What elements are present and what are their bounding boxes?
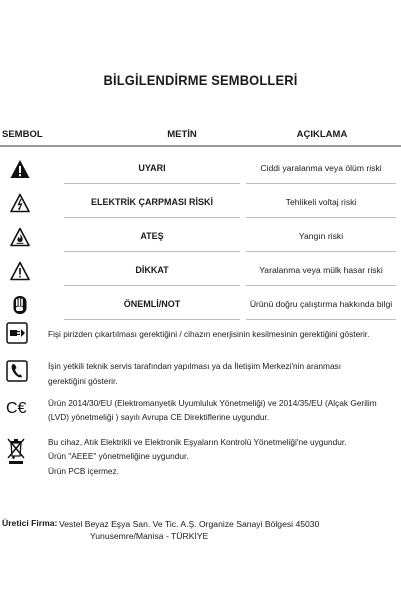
table-row	[0, 152, 401, 186]
hand-icon	[10, 295, 30, 315]
crossed-bin-icon	[6, 436, 26, 466]
row-metin: ELEKTRİK ÇARPMASI RİSKİ	[90, 197, 213, 207]
divider	[64, 217, 240, 218]
divider	[64, 251, 240, 252]
divider	[246, 319, 396, 320]
row-aciklama: Yangın riski	[298, 231, 344, 241]
electric-shock-icon	[10, 193, 30, 213]
table-row	[0, 186, 401, 220]
divider	[246, 251, 396, 252]
note-weee-line2: Ürün "AEEE" yönetmeliğine uygundur.	[48, 451, 189, 461]
row-aciklama: Yaralanma veya mülk hasar riski	[259, 265, 383, 275]
row-metin: ATEŞ	[140, 231, 164, 241]
divider	[246, 183, 396, 184]
divider	[64, 285, 240, 286]
row-aciklama: Ürünü doğru çalıştırma hakkında bilgi	[249, 299, 393, 309]
manufacturer-address-line2: Yunusemre/Manisa - TÜRKİYE	[90, 531, 209, 541]
row-metin: DİKKAT	[135, 265, 169, 275]
note-unplug: Fişi pirizden çıkartılması gerektiğini / cihazın enerjisinin kesilmesinin gerektiğini gösterir.	[48, 329, 370, 339]
note-weee-line3: Ürün PCB içermez.	[48, 466, 120, 476]
table-row	[0, 254, 401, 288]
fire-icon	[10, 227, 30, 247]
page-title: BİLGİLENDİRME SEMBOLLERİ	[103, 72, 298, 88]
phone-service-icon	[6, 360, 28, 382]
manufacturer-address-line1: Vestel Beyaz Eşya San. Ve Tic. A.Ş. Organize Sanayi Bölgesi 45030	[59, 519, 320, 529]
note-service-line1: İşin yetkili teknik servis tarafından yapılması ya da İletişim Merkezi'nin aranması	[48, 361, 342, 371]
manufacturer-label: Üretici Firma:	[2, 518, 58, 528]
divider	[246, 285, 396, 286]
ce-mark-icon: C​€	[6, 400, 27, 417]
divider	[64, 183, 240, 184]
note-ce-line2: (LVD) yönetmeliği ) sayılı Avrupa CE Direktiflerine uygundur.	[48, 412, 270, 422]
note-ce-line1: Ürün 2014/30/EU (Elektromanyetik Uyumluluk Yönetmeliği) ve 2014/35/EU (Alçak Gerilim	[48, 398, 377, 408]
divider	[64, 319, 240, 320]
note-weee-line1: Bu cihaz, Atık Elektrikli ve Elektronik Eşyaların Kontrolü Yönetmeliği'ne uygundur.	[48, 437, 347, 447]
unplug-icon	[6, 322, 28, 344]
row-metin: ÖNEMLİ/NOT	[123, 299, 181, 309]
caution-icon	[10, 261, 30, 281]
warning-triangle-icon	[10, 159, 30, 179]
header-sembol: SEMBOL	[2, 129, 43, 140]
table-row	[0, 220, 401, 254]
row-aciklama: Ciddi yaralanma veya ölüm riski	[260, 163, 382, 173]
row-metin: UYARI	[138, 163, 166, 173]
header-metin: METİN	[167, 129, 197, 140]
header-divider	[0, 145, 401, 147]
header-aciklama: AÇIKLAMA	[296, 129, 348, 140]
table-row	[0, 288, 401, 322]
note-service-line2: gerektiğini gösterir.	[48, 376, 118, 386]
row-aciklama: Tehlikeli voltaj riski	[285, 197, 357, 207]
divider	[246, 217, 396, 218]
